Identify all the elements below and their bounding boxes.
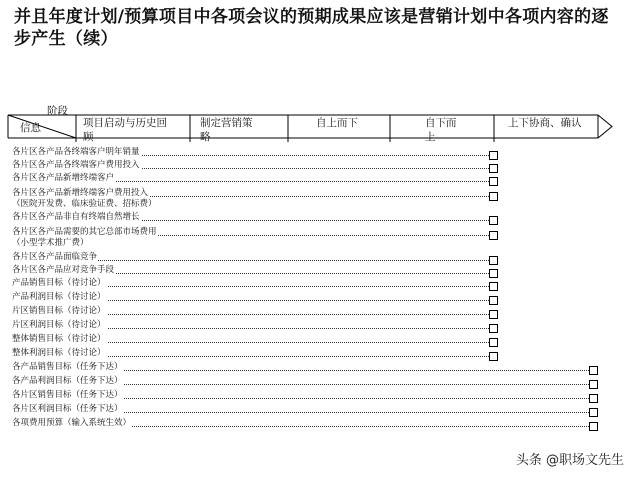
- info-row: [12, 334, 107, 345]
- info-row-label: 各片区各产品各终端客户明年销量: [12, 147, 140, 157]
- header-diagonal: [8, 115, 76, 138]
- info-row-label: 产品销售目标（待讨论）: [12, 278, 106, 288]
- info-row: [12, 390, 124, 401]
- stage-1-label: 项目启动与历史回 顾: [83, 117, 167, 143]
- info-row: [12, 320, 107, 331]
- stage-marker-box: [489, 269, 498, 278]
- info-row-label: 片区销售目标（待讨论）: [12, 306, 106, 316]
- info-row-label: 整体利润目标（待讨论）: [12, 348, 106, 358]
- info-row-label: 各片区各产品新增终端客户费用投入: [12, 188, 149, 198]
- stage-marker-box: [489, 256, 498, 265]
- stage-marker-box: [489, 151, 498, 160]
- header-stage-label: 阶段: [47, 105, 68, 117]
- info-row-label: 各片区各产品各终端客户费用投入: [12, 160, 140, 170]
- stage-marker-box: [589, 422, 598, 431]
- stage-marker-box: [489, 296, 498, 305]
- stage-4-label: 自下而 上: [425, 117, 457, 143]
- info-row: [12, 160, 141, 171]
- info-row-label: 各产品销售目标（任务下达）: [12, 362, 123, 372]
- info-row-label: 各片区各产品面临竞争: [12, 252, 98, 262]
- info-row-label: 产品利润目标（待讨论）: [12, 292, 106, 302]
- info-row: [12, 404, 124, 415]
- info-row: [12, 348, 107, 359]
- info-row: [12, 376, 124, 387]
- info-row-label: 各片区各产品非自有终端自然增长: [12, 212, 140, 222]
- info-row: [12, 173, 115, 184]
- info-row-label: 各片区各产品新增终端客户: [12, 173, 115, 183]
- page-title: 并且年度计划/预算项目中各项会议的预期成果应该是营销计划中各项内容的逐步产生（续）: [14, 7, 609, 49]
- stage-2-label: 制定营销策 略: [200, 117, 253, 143]
- stage-marker-box: [489, 216, 498, 225]
- info-row-sublabel: （医院开发费、临床验证费、招标费）: [12, 198, 157, 209]
- stage-marker-box: [489, 324, 498, 333]
- stage-marker-box: [489, 177, 498, 186]
- info-row: [12, 306, 107, 317]
- stage-marker-box: [589, 366, 598, 375]
- stage-marker-box: [589, 380, 598, 389]
- stage-5-label: 上下协商、确认: [508, 117, 582, 129]
- info-row-label: 整体销售目标（待讨论）: [12, 334, 106, 344]
- info-row-label: 各片区各产品需要的其它总部市场费用: [12, 227, 157, 237]
- info-row-label: 各产品利润目标（任务下达）: [12, 376, 123, 386]
- info-row: [12, 278, 107, 289]
- stage-marker-box: [489, 192, 498, 201]
- info-row-label: 各片区利润目标（任务下达）: [12, 404, 123, 414]
- info-row-label: 各片区各产品应对竞争手段: [12, 265, 115, 275]
- info-row: [12, 362, 124, 373]
- stage-3-label: 自上而下: [316, 117, 358, 129]
- watermark: 头条 @职场文先生: [515, 453, 624, 468]
- info-row-sublabel: （小型学术推广费）: [12, 237, 89, 248]
- stage-marker-box: [489, 231, 498, 240]
- stage-marker-box: [489, 352, 498, 361]
- stage-marker-box: [489, 310, 498, 319]
- info-row: [12, 147, 141, 158]
- info-row: [12, 227, 158, 248]
- info-row-label: 各项费用预算（输入系统生效）: [12, 418, 132, 428]
- info-row: [12, 188, 158, 209]
- stage-marker-box: [489, 338, 498, 347]
- header-info-label: 信息: [20, 122, 41, 134]
- info-row: [12, 418, 132, 429]
- stage-marker-box: [589, 394, 598, 403]
- info-row: [12, 212, 141, 223]
- info-row-label: 片区利润目标（待讨论）: [12, 320, 106, 330]
- stage-marker-box: [489, 282, 498, 291]
- stage-marker-box: [589, 408, 598, 417]
- info-row-label: 各片区销售目标（任务下达）: [12, 390, 123, 400]
- stage-marker-box: [489, 164, 498, 173]
- info-row: [12, 265, 115, 276]
- info-row: [12, 292, 107, 303]
- info-row: [12, 252, 98, 263]
